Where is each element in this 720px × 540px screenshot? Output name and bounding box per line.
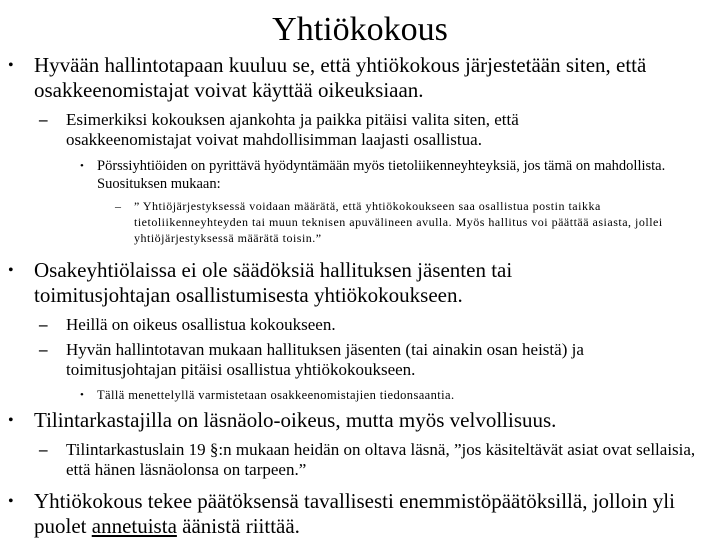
quote-item-articles-of-association bbox=[115, 198, 694, 246]
subsubitem-listed-companies bbox=[80, 157, 692, 193]
subsubitem-information-access bbox=[80, 386, 697, 404]
dash-icon: – bbox=[39, 315, 48, 334]
subsubitem-text: Tällä menettelyllä varmistetaan osakkeenomistajien tiedonsaantia. bbox=[97, 388, 455, 402]
subitem-text: Heillä on oikeus osallistua kokoukseen. bbox=[66, 315, 336, 334]
subitem-text: Esimerkiksi kokouksen ajankohta ja paikka pitäisi valita siten, että osakkeenomistajat voivat mahdollisimman laajasti osallistua. bbox=[66, 110, 519, 149]
dash-icon: – bbox=[39, 340, 48, 359]
subitem-right-to-attend bbox=[39, 315, 676, 335]
bullet-text-after: äänistä riittää. bbox=[176, 514, 300, 538]
bullet-icon: • bbox=[8, 262, 14, 279]
bullet-item-good-governance bbox=[8, 53, 704, 103]
dash-icon: – bbox=[115, 199, 122, 213]
bullet-icon: • bbox=[80, 160, 84, 172]
subitem-auditing-act bbox=[39, 440, 706, 480]
underlined-word: annetuista bbox=[91, 514, 177, 538]
dash-icon: – bbox=[39, 440, 48, 459]
subitem-text: Hyvän hallintotavan mukaan hallituksen jäsenten (tai ainakin osan heistä) ja toimitusjohtajan pitäisi osallistua yhtiökokoukseen. bbox=[66, 340, 584, 379]
bullet-icon: • bbox=[80, 389, 85, 401]
bullet-icon: • bbox=[8, 493, 14, 510]
subsubitem-text: Pörssiyhtiöiden on pyrittävä hyödyntämään myös tietoliikenneyhteyksiä, jos tämä on mahdollista. Suosituksen mukaan: bbox=[97, 158, 666, 192]
bullet-icon: • bbox=[8, 412, 14, 429]
slide-title: Yhtiökokous bbox=[272, 11, 448, 48]
bullet-item-companies-act bbox=[8, 258, 634, 308]
subitem-board-attendance bbox=[39, 340, 686, 380]
bullet-text: Osakeyhtiölaissa ei ole säädöksiä hallituksen jäsenten tai toimitusjohtajan osallistumisesta yhtiökokoukseen. bbox=[34, 258, 513, 307]
subitem-text: Tilintarkastuslain 19 §:n mukaan heidän on oltava läsnä, ”jos käsiteltävät asiat ovat sellaisia, että hänen läsnäolonsa on tarpeen.” bbox=[66, 440, 696, 479]
bullet-text: Tilintarkastajilla on läsnäolo-oikeus, mutta myös velvollisuus. bbox=[34, 408, 557, 432]
bullet-icon: • bbox=[8, 57, 14, 74]
bullet-item-majority-decisions bbox=[8, 489, 714, 539]
subitem-meeting-time-place bbox=[39, 110, 626, 150]
quote-text: ” Yhtiöjärjestyksessä voidaan määrätä, että yhtiökokoukseen saa osallistua postin taikka tietoliikenneyhteyden tai muun teknisen apuvälineen avulla. Myös hallitus voi päättää asiasta, jollei yhtiöjärjestyksessä määrätä toisin.” bbox=[134, 199, 663, 245]
bullet-text: Hyvään hallintotapaan kuuluu se, että yhtiökokous järjestetään siten, että osakkeenomistajat voivat käyttää oikeuksiaan. bbox=[34, 53, 647, 102]
dash-icon: – bbox=[39, 110, 48, 129]
bullet-text-before: Yhtiökokous tekee päätöksensä tavallisesti enemmistöpäätöksillä, jolloin yli puolet bbox=[34, 489, 675, 538]
bullet-item-auditors bbox=[8, 408, 704, 433]
